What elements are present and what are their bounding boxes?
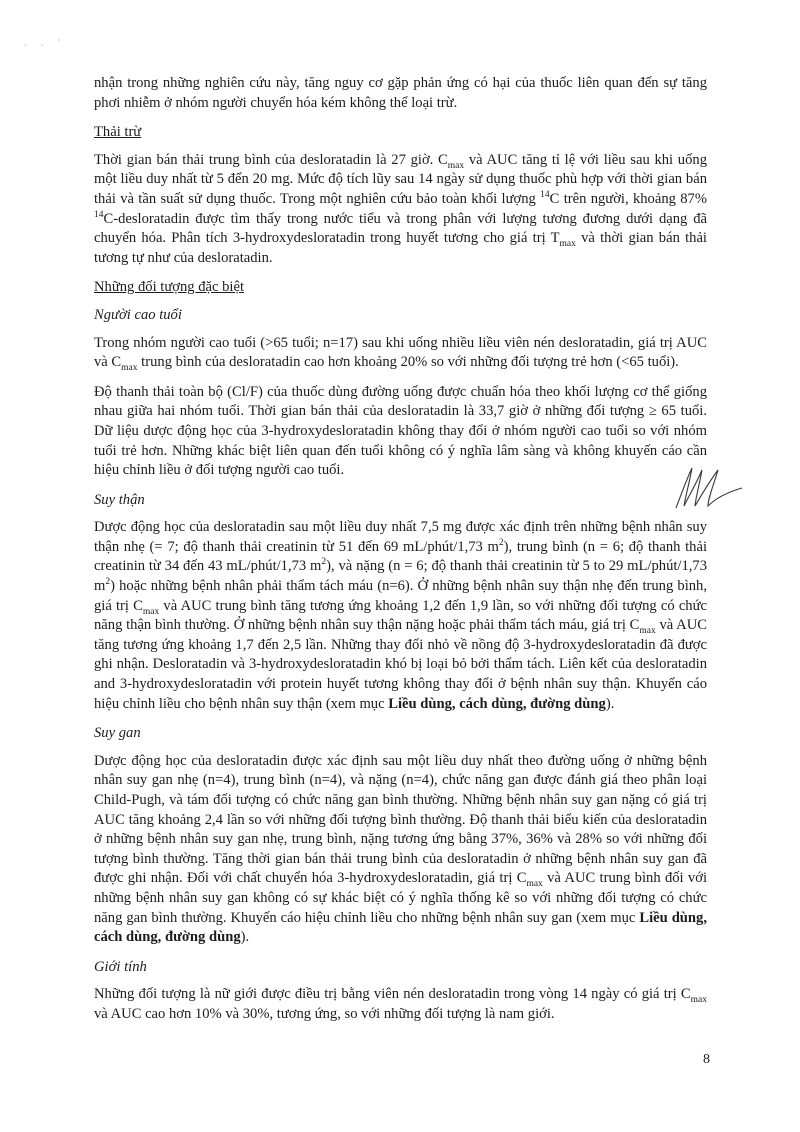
heading-doi-tuong-dac-biet: Những đối tượng đặc biệt — [94, 279, 244, 296]
document-page — [94, 74, 707, 1035]
handwritten-signature — [668, 462, 748, 517]
page-number: 8 — [703, 1052, 710, 1067]
cross-reference-lieu-dung: Liều dùng, cách dùng, đường dùng — [388, 695, 606, 712]
paragraph-suy-than: Dược động học của desloratadin sau một liều duy nhất 7,5 mg được xác định trên những bệnh nhân suy thận nhẹ (= 7; độ thanh thải creatinin từ 51 đến 69 mL/phút/1,73 $m^2$), trung bình (n = 6; độ thanh thải creatinin từ 34 đến 43 mL/phút/1,73 $m^2$), và nặng (n = 6; độ thanh thải creatinin từ 5 to 29 mL/phút/1,73 $m^2$) hoặc những bệnh nhân phải thẩm tách máu (n=6). Ở những bệnh nhân suy thận nhẹ đến trung bình, giá trị $C_{max}$ và AUC trung bình tăng tương ứng khoảng 1,2 đến 1,9 lần, so với những đối tượng có chức năng thận bình thường. Ở những bệnh nhân suy thận nặng hoặc phải thẩm tách máu, giá trị $C_{max}$ và AUC tăng tương ứng khoảng 1,7 đến 2,5 lần. Những thay đổi nhỏ về nồng độ 3-hydroxydesloratadin đã được ghi nhận. Desloratadin và 3-hydroxydesloratadin khó bị loại bỏ bởi thẩm tách. Liên kết của desloratadin and 3-hydroxydesloratadin với protein huyết tương không thay đổi ở bệnh nhân suy thận. Khuyến cáo hiệu chỉnh liều cho bệnh nhân suy thận (xem mục Liều dùng, cách dùng, đường dùng). — [94, 519, 708, 712]
heading-suy-than: Suy thận — [94, 491, 145, 508]
cross-reference-lieu-dung: Liều dùng, cách dùng, đường dùng — [94, 909, 707, 946]
paragraph-gioi-tinh: Những đối tượng là nữ giới được điều trị bằng viên nén desloratadin trong vòng 14 ngày có giá trị $C_{max}$ và AUC cao hơn 10% và 30%, tương ứng, so với những đối tượng là nam giới. — [94, 986, 707, 1022]
paragraph-cao-tuoi-1: Trong nhóm người cao tuổi (>65 tuổi; n=17) sau khi uống nhiều liều viên nén desloratadin, giá trị AUC và $C_{max}$ trung bình của desloratadin cao hơn khoảng 20% so với những đối tượng trẻ hơn (<65 tuổi). — [94, 334, 707, 374]
paragraph-thai-tru: Thời gian bán thải trung bình của desloratadin là 27 giờ. $C_{max}$ và AUC tăng tỉ lệ với liều sau khi uống một liều duy nhất từ 5 đến 20 mg. Mức độ tích lũy sau 14 ngày sử dụng thuốc phù hợp với thời gian bán thải và tần suất sử dụng thuốc. Trong một nghiên cứu bảo toàn khối lượng $^{14}$C trên người, khoảng 87% $^{14}$C-desloratadin được tìm thấy trong nước tiểu và trong phân với lượng tương đương dưới dạng đã chuyển hóa. Phân tích 3-hydroxydesloratadin trong huyết tương cho giá trị $T_{max}$ và thời gian bán thải tương tự như của desloratadin. — [94, 151, 708, 266]
heading-suy-gan: Suy gan — [94, 725, 141, 742]
heading-nguoi-cao-tuoi: Người cao tuổi — [94, 306, 182, 323]
heading-thai-tru: Thải trừ — [94, 124, 142, 141]
scan-artifact-dots: . . ' — [24, 38, 66, 49]
paragraph-continuation: nhận trong những nghiên cứu này, tăng nguy cơ gặp phản ứng có hại của thuốc liên quan đến sự tăng phơi nhiễm ở nhóm người chuyển hóa kém không thể loại trừ. — [94, 75, 707, 111]
heading-gioi-tinh: Giới tính — [94, 958, 147, 975]
paragraph-cao-tuoi-2: Độ thanh thải toàn bộ (Cl/F) của thuốc dùng đường uống được chuẩn hóa theo khối lượng cơ thể giống nhau giữa hai nhóm tuổi. Thời gian bán thải của desloratadin là 33,7 giờ ở những đối tượng ≥ 65 tuổi. Dữ liệu dược động học của 3-hydroxydesloratadin không thay đổi ở nhóm người cao tuổi so với nhóm tuổi trẻ hơn. Những khác biệt liên quan đến tuổi không có ý nghĩa lâm sàng và không khuyến cáo cần hiệu chỉnh liều ở đối tượng người cao tuổi. — [94, 383, 707, 479]
paragraph-suy-gan: Dược động học của desloratadin được xác định sau một liều duy nhất theo đường uống ở những bệnh nhân suy gan nhẹ (n=4), trung bình (n=4), và nặng (n=4), chức năng gan được đánh giá theo phân loại Child-Pugh, và tám đối tượng có chức năng gan bình thường. Những bệnh nhân suy gan nặng có giá trị AUC tăng khoảng 2,4 lần so với những đối tượng bình thường. Độ thanh thải biểu kiến của desloratadin ở những bệnh nhân suy gan nhẹ, trung bình, nặng tương ứng bằng 37%, 36% và 28% so với những đối tượng bình thường. Tăng thời gian bán thải trung bình của desloratadin ở những bệnh nhân suy gan đã được ghi nhận. Đối với chất chuyển hóa 3-hydroxydesloratadin, giá trị $C_{max}$ và AUC trung bình đối với những bệnh nhân suy gan không có sự khác biệt có ý nghĩa thống kê so với những đối tượng có chức năng gan bình thường. Khuyến cáo hiệu chỉnh liều cho những bệnh nhân suy gan (xem mục Liều dùng, cách dùng, đường dùng). — [94, 752, 708, 946]
